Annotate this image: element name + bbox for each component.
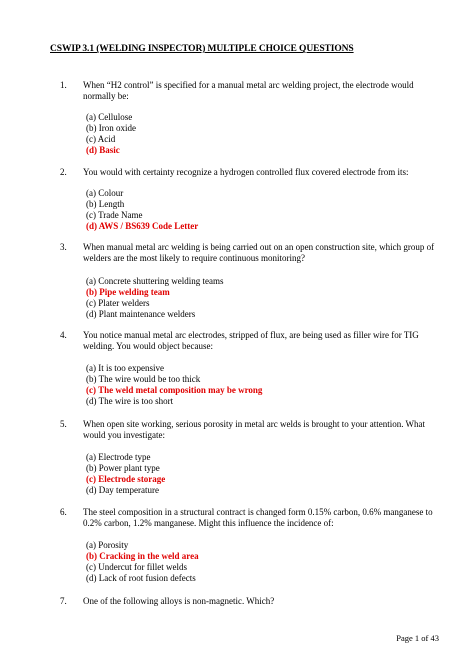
option-b-correct: (b) Pipe welding team <box>86 287 170 297</box>
question-text: When open site working, serious porosity in metal arc welds is brought to your attention. What would you investigate: <box>83 419 426 440</box>
option-a: (a) It is too expensive <box>86 363 164 373</box>
question-text: When “H2 control” is specified for a manual metal arc welding project, the electrode would normally be: <box>83 80 414 101</box>
page-title: CSWIP 3.1 (WELDING INSPECTOR) MULTIPLE CHOICE QUESTIONS <box>50 44 354 54</box>
option-c-correct: (c) The weld metal composition may be wrong <box>86 385 263 395</box>
option-a: (a) Colour <box>86 188 124 198</box>
question-number: 3. <box>60 242 67 252</box>
option-list <box>86 276 426 320</box>
option-list <box>86 452 426 496</box>
option-list <box>86 540 426 584</box>
option-d-correct: (d) AWS / BS639 Code Letter <box>86 221 199 231</box>
option-list <box>86 188 426 232</box>
question-number: 2. <box>60 167 67 177</box>
question-text: You notice manual metal arc electrodes, stripped of flux, are being used as filler wire for TIG welding. You would object because: <box>83 330 419 351</box>
option-a: (a) Porosity <box>86 540 129 550</box>
question-number: 4. <box>60 330 67 340</box>
question-text: The steel composition in a structural contract is changed form 0.15% carbon, 0.6% manganese to 0.2% carbon, 1.2% manganese. Might this influence the incidence of: <box>83 507 433 528</box>
option-d-correct: (d) Basic <box>86 145 120 155</box>
option-d: (d) The wire is too short <box>86 396 174 406</box>
question-text: One of the following alloys is non-magnetic. Which? <box>83 596 275 606</box>
option-b: (b) Iron oxide <box>86 123 136 133</box>
question-number: 5. <box>60 419 67 429</box>
question-number: 7. <box>60 596 67 606</box>
option-list <box>86 112 426 156</box>
option-d: (d) Plant maintenance welders <box>86 309 196 319</box>
question-number: 6. <box>60 507 67 517</box>
option-c-correct: (c) Electrode storage <box>86 474 166 484</box>
option-c: (c) Acid <box>86 134 116 144</box>
option-b: (b) The wire would be too thick <box>86 374 201 384</box>
page-number: Page 1 of 43 <box>396 633 439 643</box>
option-b: (b) Power plant type <box>86 463 160 473</box>
option-c: (c) Undercut for fillet welds <box>86 562 187 572</box>
option-a: (a) Electrode type <box>86 452 151 462</box>
option-d: (d) Day temperature <box>86 485 159 495</box>
option-b: (b) Length <box>86 199 125 209</box>
option-c: (c) Trade Name <box>86 210 143 220</box>
question-text: You would with certainty recognize a hydrogen controlled flux covered electrode from its: <box>83 167 409 177</box>
question-text: When manual metal arc welding is being carried out on an open construction site, which group of welders are the most likely to require continuous monitoring? <box>83 242 435 263</box>
option-c: (c) Plater welders <box>86 298 150 308</box>
question-number: 1. <box>60 80 67 90</box>
option-a: (a) Cellulose <box>86 112 133 122</box>
option-a: (a) Concrete shuttering welding teams <box>86 276 224 286</box>
option-list <box>86 363 426 407</box>
option-b-correct: (b) Cracking in the weld area <box>86 551 199 561</box>
option-d: (d) Lack of root fusion defects <box>86 573 196 583</box>
